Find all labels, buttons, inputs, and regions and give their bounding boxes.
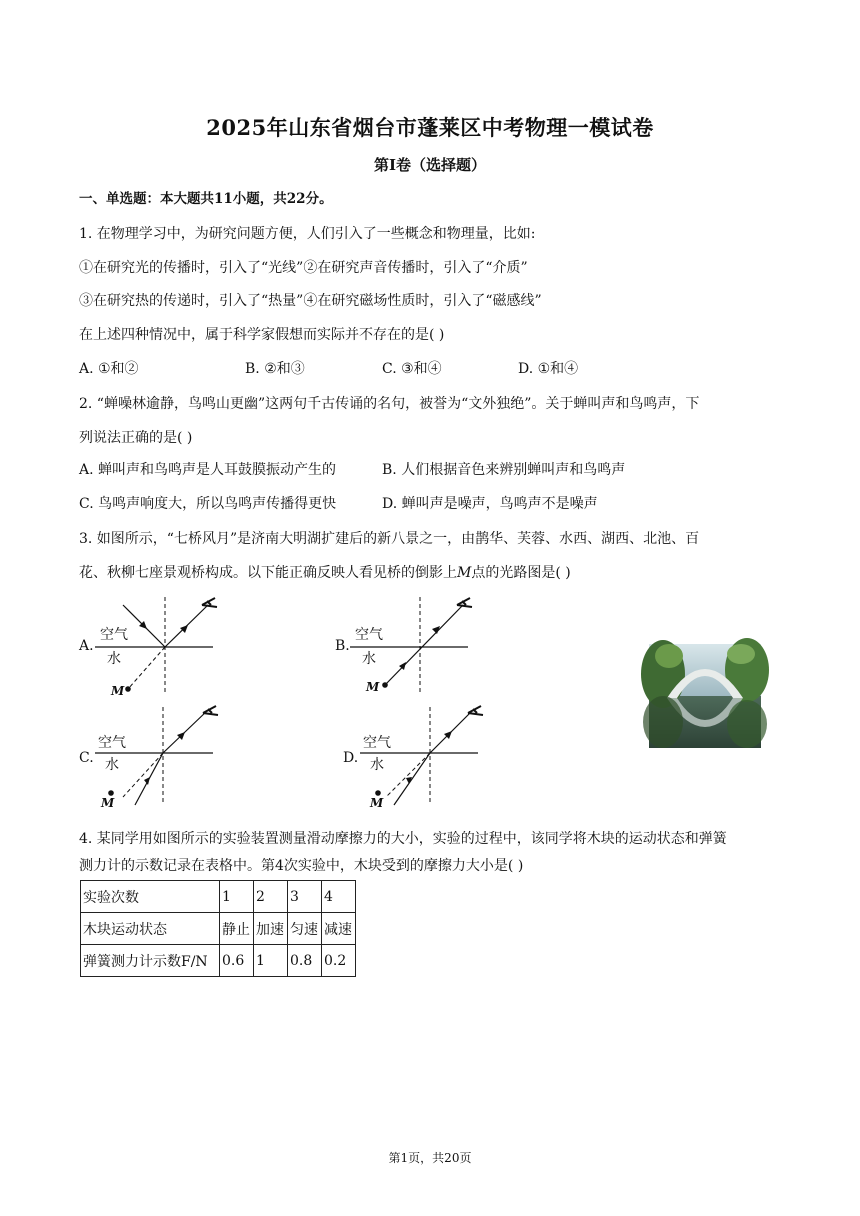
table-cell: 匀速: [288, 913, 322, 945]
table-cell: 加速: [254, 913, 288, 945]
q1-stem: 1. 在物理学习中，为研究问题方便，人们引入了一些概念和物理量，比如:: [79, 226, 536, 242]
refracted-ray: [385, 605, 463, 685]
q3-option-d[interactable]: D.: [343, 750, 359, 766]
page-title: 2025年山东省烟台市蓬莱区中考物理一模试卷: [206, 115, 654, 140]
air-label: 空气: [98, 735, 126, 751]
table-cell: 0.8: [288, 945, 322, 977]
q4-data-table: [80, 880, 356, 977]
m-label: M: [366, 680, 380, 694]
q3-diagram-b[interactable]: [350, 595, 480, 700]
water-label: 水: [107, 651, 121, 667]
table-cell: 1: [254, 945, 288, 977]
section-heading: 一、单选题：本大题共11小题，共22分。: [79, 191, 333, 207]
air-label: 空气: [100, 627, 128, 643]
q1-option-d[interactable]: D. ①和④: [518, 361, 579, 377]
water-label: 水: [370, 757, 384, 773]
water-label: 水: [362, 651, 376, 667]
q3-stem-line1: 3. 如图所示，“七桥风月”是济南大明湖扩建后的新八景之一，由鹊华、芙蓉、水西、湖西、北池、百: [79, 531, 700, 547]
table-cell: 弹簧测力计示数F/N: [81, 945, 220, 977]
eye-icon: [457, 598, 472, 607]
q1-line4: 在上述四种情况中，属于科学家假想而实际并不存在的是( ): [79, 327, 445, 343]
eye-icon: [203, 706, 218, 715]
q4-stem-line1: 4. 某同学用如图所示的实验装置测量滑动摩擦力的大小，实验的过程中，该同学将木块的运动状态和弹簧: [79, 831, 727, 847]
table-cell: 3: [288, 881, 322, 913]
virtual-ray: [386, 753, 430, 797]
q1-line2: ①在研究光的传播时，引入了“光线”②在研究声音传播时，引入了“介质”: [79, 260, 528, 276]
eye-icon: [202, 598, 217, 607]
m-label: M: [111, 684, 125, 698]
point-m: [382, 682, 388, 688]
table-cell: 实验次数: [81, 881, 220, 913]
table-cell: 1: [220, 881, 254, 913]
q1-option-a[interactable]: A. ①和②: [79, 361, 139, 377]
virtual-ray: [128, 647, 165, 689]
q2-option-c[interactable]: C. 鸟鸣声响度大，所以鸟鸣声传播得更快: [79, 496, 337, 512]
page-footer: 第1页，共20页: [388, 1151, 472, 1165]
air-label: 空气: [363, 735, 391, 751]
incident-ray: [163, 710, 208, 753]
table-cell: 0.2: [322, 945, 356, 977]
q3-option-a[interactable]: A.: [79, 638, 94, 654]
q2-option-a[interactable]: A. 蝉叫声和鸟鸣声是人耳鼓膜振动产生的: [79, 462, 337, 478]
q3-option-c[interactable]: C.: [79, 750, 94, 766]
q2-stem-line2: 列说法正确的是( ): [79, 430, 193, 446]
q1-line3: ③在研究热的传递时，引入了“热量”④在研究磁场性质时，引入了“磁感线”: [79, 293, 542, 309]
m-label: M: [370, 796, 384, 810]
q2-option-b[interactable]: B. 人们根据音色来辨别蝉叫声和鸟鸣声: [382, 462, 626, 478]
table-cell: 2: [254, 881, 288, 913]
table-row: [81, 945, 356, 977]
eye-icon: [468, 706, 483, 715]
table-cell: 木块运动状态: [81, 913, 220, 945]
point-m: [375, 790, 381, 796]
q1-option-b[interactable]: B. ②和③: [245, 361, 305, 377]
q3-diagram-d[interactable]: [360, 705, 490, 810]
point-m: [125, 686, 131, 692]
q3-stem-line2: 花、秋柳七座景观桥构成。以下能正确反映人看见桥的倒影上M点的光路图是( ): [79, 565, 571, 581]
m-label: M: [101, 796, 115, 810]
table-row: [81, 913, 356, 945]
water-label: 水: [105, 757, 119, 773]
q3-option-b[interactable]: B.: [335, 638, 350, 654]
page-subtitle: 第I卷（选择题）: [373, 156, 487, 174]
air-label: 空气: [355, 627, 383, 643]
point-m: [108, 790, 114, 796]
table-cell: 0.6: [220, 945, 254, 977]
q3-diagram-a[interactable]: [95, 595, 225, 700]
q1-option-c[interactable]: C. ③和④: [382, 361, 442, 377]
q4-stem-line2: 测力计的示数记录在表格中。第4次实验中，木块受到的摩擦力大小是( ): [79, 858, 524, 874]
table-cell: 减速: [322, 913, 356, 945]
table-cell: 静止: [220, 913, 254, 945]
incident-ray: [394, 753, 430, 805]
table-cell: 4: [322, 881, 356, 913]
q2-stem-line1: 2. “蝉噪林逾静，鸟鸣山更幽”这两句千古传诵的名句，被誉为“文外独绝”。关于蝉叫声和鸟鸣声，下: [79, 396, 700, 412]
table-row: [81, 881, 356, 913]
bridge-photo: [649, 644, 761, 748]
q3-diagram-c[interactable]: [95, 705, 225, 810]
q2-option-d[interactable]: D. 蝉叫声是噪声，鸟鸣声不是噪声: [382, 496, 598, 512]
